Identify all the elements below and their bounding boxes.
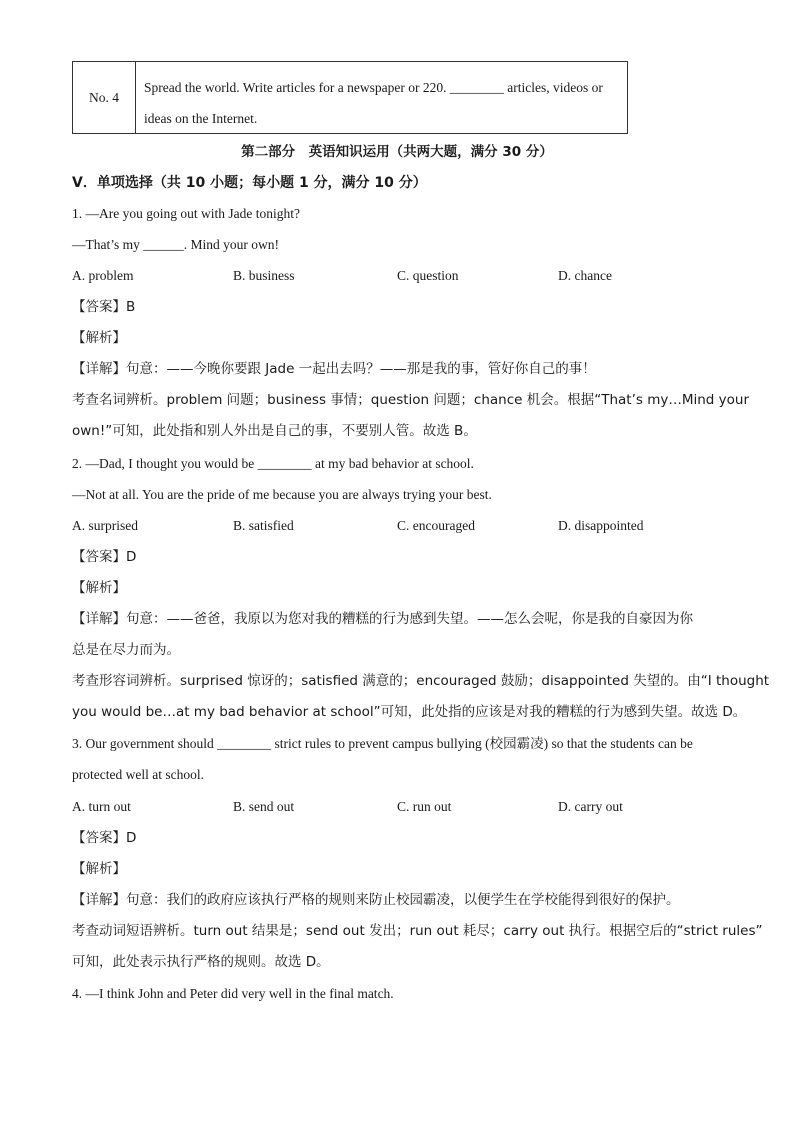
option-d: D. chance bbox=[558, 268, 612, 283]
detail-text: 【详解】句意：我们的政府应该执行严格的规则来防止校园霸凌，以便学生在学校能得到很好的保护。 bbox=[72, 892, 680, 908]
detail-text: 考查名词辨析。problem 问题；business 事情；question 问题；chance 机会。根据“That’s my…Mind your bbox=[72, 392, 750, 408]
question-4-stem: 4. —I think John and Peter did very well in the final match. bbox=[72, 986, 394, 1001]
detail-text: 【详解】句意：——今晚你要跟 Jade 一起出去吗？——那是我的事，管好你自己的事！ bbox=[72, 361, 596, 377]
table-label-cell: No. 4 bbox=[73, 62, 136, 133]
option-a: A. problem bbox=[72, 268, 134, 283]
question-2-stem: 2. —Dad, I thought you would be ________ at my bad behavior at school. bbox=[72, 456, 474, 471]
question-3-continuation: protected well at school. bbox=[72, 767, 204, 782]
table-text-line: Spread the world. Write articles for a newspaper or 220. ________ articles, videos or bbox=[144, 80, 603, 95]
answer-label: 【答案】B bbox=[72, 299, 136, 315]
detail-text: 总是在尽力而为。 bbox=[72, 642, 180, 658]
analysis-label: 【解析】 bbox=[72, 580, 126, 596]
detail-text: 可知，此处表示执行严格的规则。故选 D。 bbox=[72, 954, 330, 970]
table-text-line: ideas on the Internet. bbox=[144, 111, 258, 126]
answer-label: 【答案】D bbox=[72, 830, 137, 846]
answer-label: 【答案】D bbox=[72, 549, 137, 565]
question-3-stem: 3. Our government should ________ strict rules to prevent campus bullying (校园霸凌) so that the students can be bbox=[72, 736, 693, 751]
detail-text: own!”可知，此处指和别人外出是自己的事，不要别人管。故选 B。 bbox=[72, 423, 477, 439]
question-2-reply: —Not at all. You are the pride of me because you are always trying your best. bbox=[72, 487, 492, 502]
option-b: B. send out bbox=[233, 799, 295, 814]
option-a: A. turn out bbox=[72, 799, 131, 814]
table-text-cell bbox=[136, 62, 627, 133]
question-1-stem: 1. —Are you going out with Jade tonight? bbox=[72, 206, 300, 221]
detail-text: you would be…at my bad behavior at school”可知，此处指的应该是对我的糟糕的行为感到失望。故选 D。 bbox=[72, 704, 747, 720]
analysis-label: 【解析】 bbox=[72, 330, 126, 346]
option-c: C. encouraged bbox=[397, 518, 475, 533]
section-title: V．单项选择（共 10 小题；每小题 1 分，满分 10 分） bbox=[72, 175, 427, 191]
detail-text: 【详解】句意：——爸爸，我原以为您对我的糟糕的行为感到失望。——怎么会呢，你是我的自豪因为你 bbox=[72, 611, 693, 627]
option-c: C. run out bbox=[397, 799, 452, 814]
info-table bbox=[72, 61, 628, 134]
option-c: C. question bbox=[397, 268, 459, 283]
option-d: D. carry out bbox=[558, 799, 623, 814]
option-d: D. disappointed bbox=[558, 518, 644, 533]
detail-text: 考查形容词辨析。surprised 惊讶的；satisfied 满意的；encouraged 鼓励；disappointed 失望的。由“I thought bbox=[72, 673, 770, 689]
detail-text: 考查动词短语辨析。turn out 结果是；send out 发出；run out 耗尽；carry out 执行。根据空后的“strict rules” bbox=[72, 923, 763, 939]
option-b: B. satisfied bbox=[233, 518, 294, 533]
analysis-label: 【解析】 bbox=[72, 861, 126, 877]
option-a: A. surprised bbox=[72, 518, 138, 533]
part-title: 第二部分 英语知识运用（共两大题，满分 30 分） bbox=[241, 144, 553, 160]
question-1-reply: —That’s my ______. Mind your own! bbox=[72, 237, 279, 252]
option-b: B. business bbox=[233, 268, 295, 283]
